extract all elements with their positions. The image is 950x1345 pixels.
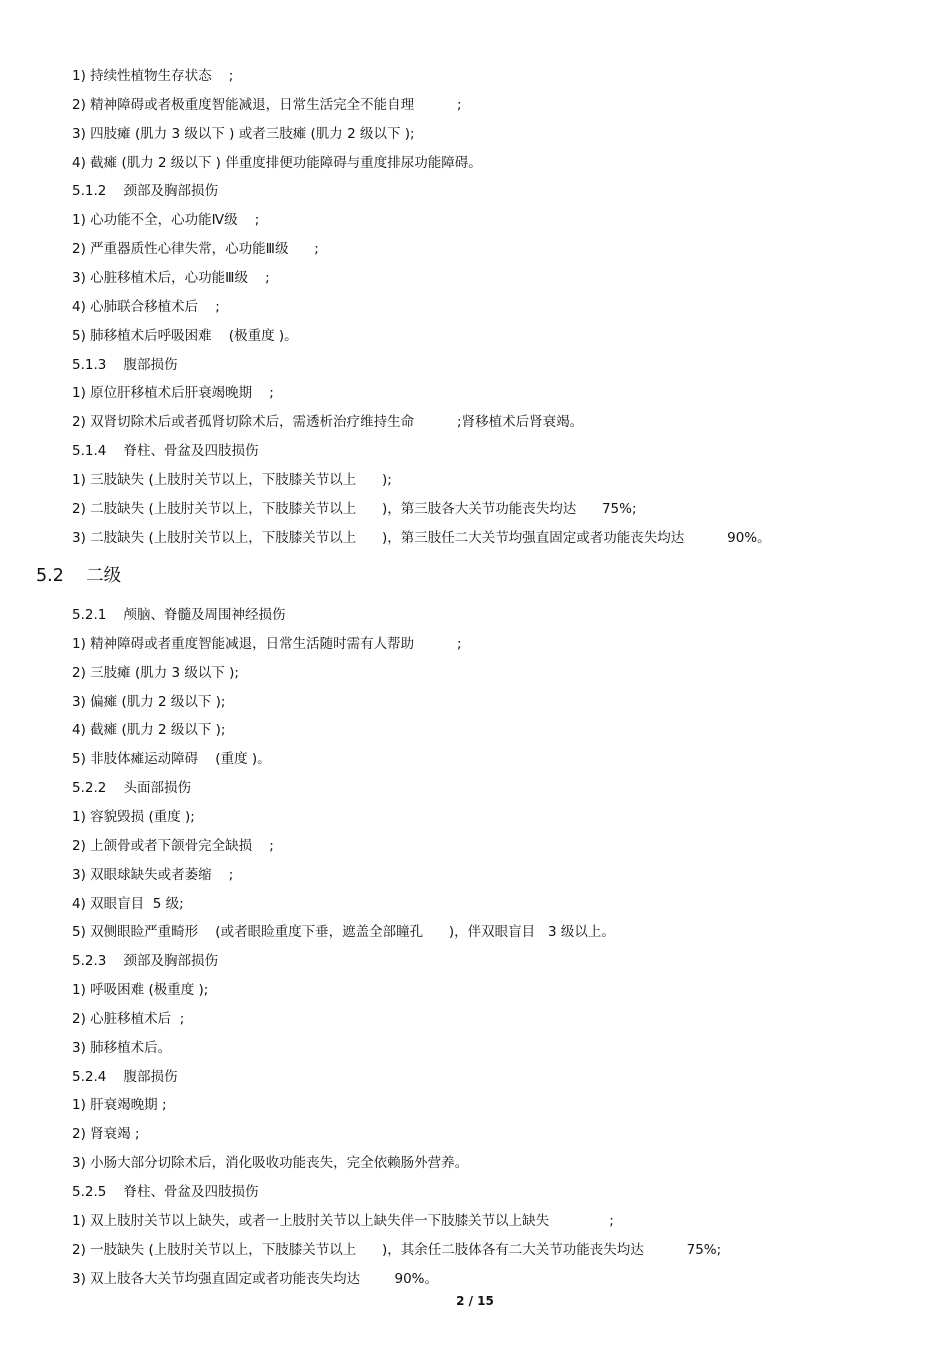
text-line: 5.2.2 头面部损伤 <box>72 780 192 797</box>
section-heading-5-2: 5.2 二级 <box>36 566 122 586</box>
text-line: 1) 精神障碍或者重度智能减退，日常生活随时需有人帮助 ; <box>72 635 462 652</box>
text-line: 3) 心脏移植术后，心功能Ⅲ级 ; <box>72 269 270 286</box>
text-line: 2) 一肢缺失 (上肢肘关节以上，下肢膝关节以上 )，其余任二肢体各有二大关节功能丧失均达 75%; <box>72 1241 722 1258</box>
text-line: 1) 呼吸困难 (极重度 ); <box>72 982 209 999</box>
text-line: 5) 肺移植术后呼吸困难 (极重度 )。 <box>72 327 298 344</box>
text-line: 1) 持续性植物生存状态 ; <box>72 68 234 84</box>
text-line: 3) 肺移植术后。 <box>72 1039 172 1056</box>
text-line: 5.2.1 颅脑、脊髓及周围神经损伤 <box>72 607 286 623</box>
text-line: 4) 心肺联合移植术后 ; <box>72 298 220 315</box>
text-line: 1) 心功能不全，心功能Ⅳ级 ; <box>72 212 260 229</box>
text-line: 4) 截瘫 (肌力 2 级以下 ); <box>72 722 226 739</box>
text-line: 2) 心脏移植术后 ; <box>72 1010 185 1027</box>
text-line: 5.2.4 腹部损伤 <box>72 1068 178 1085</box>
text-line: 1) 容貌毁损 (重度 ); <box>72 808 195 825</box>
text-line: 1) 双上肢肘关节以上缺失，或者一上肢肘关节以上缺失伴一下肢膝关节以上缺失 ; <box>72 1212 614 1229</box>
text-line: 5.2.5 脊柱、骨盆及四肢损伤 <box>72 1184 259 1200</box>
text-line: 4) 截瘫 (肌力 2 级以下 ) 伴重度排便功能障碍与重度排尿功能障碍。 <box>72 154 482 171</box>
text-line: 5.2.3 颈部及胸部损伤 <box>72 953 219 970</box>
text-line: 1) 三肢缺失 (上肢肘关节以上，下肢膝关节以上 ); <box>72 471 392 488</box>
text-line: 1) 肝衰竭晚期 ; <box>72 1097 167 1114</box>
text-line: 2) 上颌骨或者下颌骨完全缺损 ; <box>72 837 274 854</box>
text-line: 5) 非肢体瘫运动障碍 (重度 )。 <box>72 751 271 768</box>
text-line: 2) 精神障碍或者极重度智能减退，日常生活完全不能自理 ; <box>72 96 462 113</box>
text-line: 3) 小肠大部分切除术后，消化吸收功能丧失，完全依赖肠外营养。 <box>72 1155 469 1172</box>
text-line: 5.1.2 颈部及胸部损伤 <box>72 183 219 200</box>
text-line: 5.1.4 脊柱、骨盆及四肢损伤 <box>72 443 259 460</box>
text-line: 3) 双眼球缺失或者萎缩 ; <box>72 866 234 883</box>
text-line: 2) 三肢瘫 (肌力 3 级以下 ); <box>72 664 239 681</box>
text-line: 2) 肾衰竭 ; <box>72 1126 140 1143</box>
text-line: 5.1.3 腹部损伤 <box>72 356 178 373</box>
text-line: 3) 偏瘫 (肌力 2 级以下 ); <box>72 693 226 710</box>
text-line: 3) 四肢瘫 (肌力 3 级以下 ) 或者三肢瘫 (肌力 2 级以下 ); <box>72 125 415 142</box>
text-line: 4) 双眼盲目 5 级; <box>72 895 184 912</box>
text-line: 2) 严重器质性心律失常，心功能Ⅲ级 ; <box>72 241 319 258</box>
text-line: 3) 二肢缺失 (上肢肘关节以上，下肢膝关节以上 )，第三肢任二大关节均强直固定或者功能丧失均达 90%。 <box>72 529 771 546</box>
text-line: 2) 二肢缺失 (上肢肘关节以上，下肢膝关节以上 )，第三肢各大关节功能丧失均达 75%; <box>72 500 637 517</box>
text-line: 2) 双肾切除术后或者孤肾切除术后，需透析治疗维持生命 ;肾移植术后肾衰竭。 <box>72 414 584 431</box>
text-line: 1) 原位肝移植术后肝衰竭晚期 ; <box>72 385 274 402</box>
text-line: 5) 双侧眼睑严重畸形 (或者眼睑重度下垂，遮盖全部瞳孔 )，伴双眼盲目 3 级以上。 <box>72 924 615 941</box>
text-line: 3) 双上肢各大关节均强直固定或者功能丧失均达 90%。 <box>72 1270 438 1287</box>
page-number: 2 / 15 <box>456 1294 494 1308</box>
